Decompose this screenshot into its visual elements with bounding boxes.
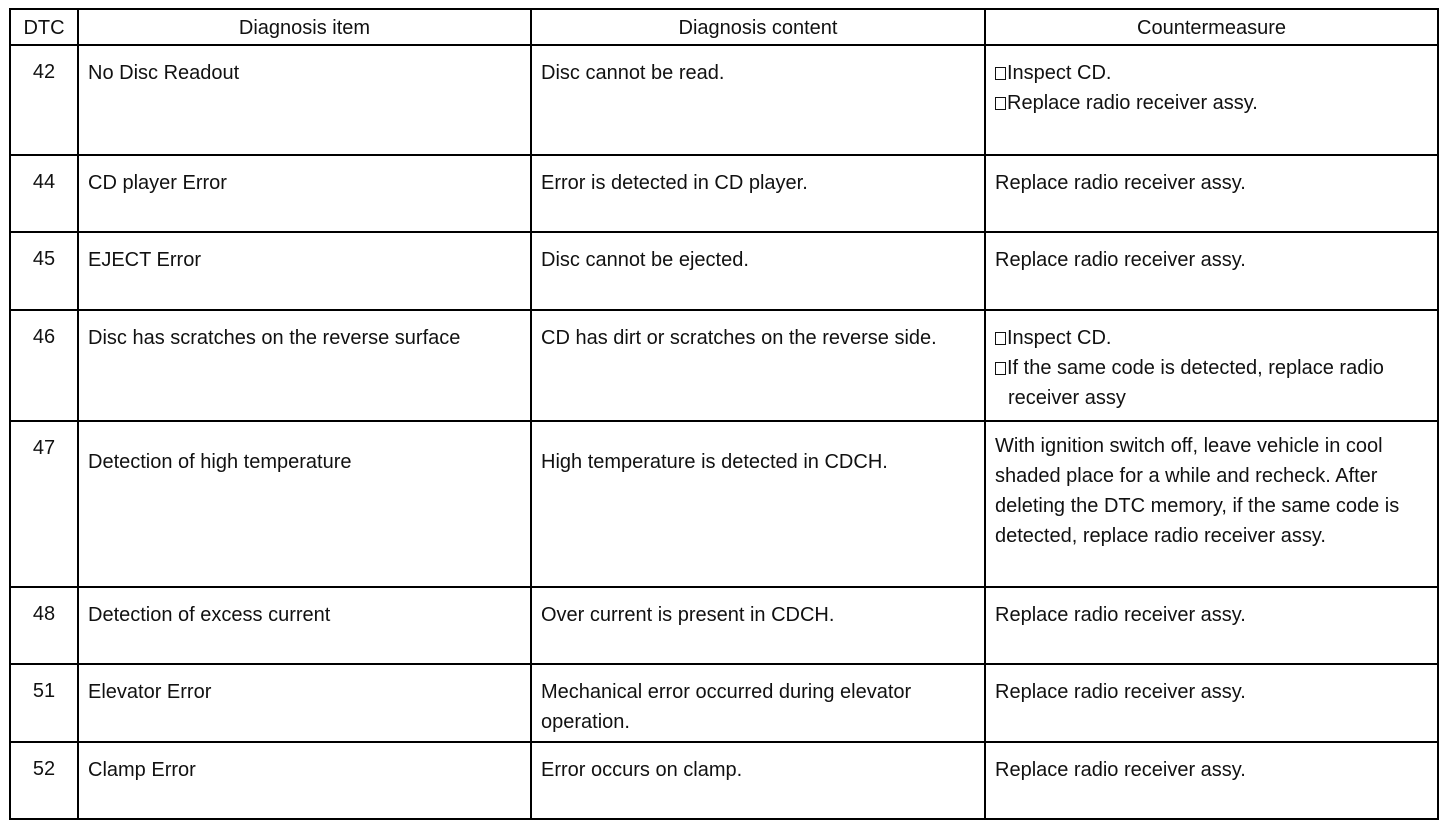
countermeasure-text: Replace radio receiver assy. — [1007, 92, 1258, 114]
dtc-code: 45 — [10, 232, 78, 310]
table-row — [10, 742, 1438, 819]
table-row — [10, 310, 1438, 421]
countermeasure-text: Replace radio receiver assy. — [995, 681, 1246, 703]
countermeasure-text: If the same code is detected, replace radio — [1007, 357, 1384, 379]
checkbox-icon — [995, 67, 1006, 80]
header-diagnosis-content: Diagnosis content — [531, 9, 985, 45]
countermeasure-text: Replace radio receiver assy. — [995, 759, 1246, 781]
dtc-code: 47 — [10, 421, 78, 587]
countermeasure — [985, 310, 1438, 421]
countermeasure-text: Inspect CD. — [1007, 327, 1112, 349]
countermeasure — [985, 232, 1438, 310]
diagnosis-item: Clamp Error — [78, 742, 531, 819]
countermeasure-line — [995, 353, 1427, 383]
checkbox-icon — [995, 332, 1006, 345]
countermeasure-text: receiver assy — [1008, 387, 1126, 409]
dtc-table — [9, 8, 1439, 820]
diagnosis-content: Over current is present in CDCH. — [531, 587, 985, 664]
diagnosis-content: High temperature is detected in CDCH. — [531, 421, 985, 587]
countermeasure — [985, 45, 1438, 155]
diagnosis-content: Error occurs on clamp. — [531, 742, 985, 819]
countermeasure-text: Replace radio receiver assy. — [995, 249, 1246, 271]
countermeasure-text: Replace radio receiver assy. — [995, 604, 1246, 626]
diagnosis-content: Error is detected in CD player. — [531, 155, 985, 232]
table-row — [10, 664, 1438, 742]
countermeasure-line — [995, 58, 1427, 88]
countermeasure-line — [995, 323, 1427, 353]
checkbox-icon — [995, 362, 1006, 375]
countermeasure-text: Inspect CD. — [1007, 62, 1112, 84]
table-row — [10, 232, 1438, 310]
diagnosis-content: Disc cannot be ejected. — [531, 232, 985, 310]
header-row — [10, 9, 1438, 45]
dtc-code: 44 — [10, 155, 78, 232]
diagnosis-item: Elevator Error — [78, 664, 531, 742]
dtc-code: 48 — [10, 587, 78, 664]
countermeasure — [985, 587, 1438, 664]
table-row — [10, 155, 1438, 232]
countermeasure-line — [995, 88, 1427, 118]
countermeasure — [985, 155, 1438, 232]
countermeasure-text: With ignition switch off, leave vehicle in cool shaded place for a while and recheck. After deleting the DTC memory, if the same code is detected, replace radio receiver assy. — [995, 435, 1400, 547]
dtc-code: 46 — [10, 310, 78, 421]
diagnosis-item: Disc has scratches on the reverse surface — [78, 310, 531, 421]
diagnosis-item: EJECT Error — [78, 232, 531, 310]
checkbox-icon — [995, 97, 1006, 110]
diagnosis-content: CD has dirt or scratches on the reverse side. — [531, 310, 985, 421]
countermeasure-text: Replace radio receiver assy. — [995, 172, 1246, 194]
countermeasure — [985, 664, 1438, 742]
header-countermeasure: Countermeasure — [985, 9, 1438, 45]
diagnosis-item: No Disc Readout — [78, 45, 531, 155]
diagnosis-content: Disc cannot be read. — [531, 45, 985, 155]
diagnosis-item: Detection of excess current — [78, 587, 531, 664]
diagnosis-item: CD player Error — [78, 155, 531, 232]
countermeasure — [985, 421, 1438, 587]
diagnosis-item: Detection of high temperature — [78, 421, 531, 587]
table-row — [10, 45, 1438, 155]
header-diagnosis-item: Diagnosis item — [78, 9, 531, 45]
dtc-code: 42 — [10, 45, 78, 155]
table-row — [10, 587, 1438, 664]
countermeasure — [985, 742, 1438, 819]
table-row — [10, 421, 1438, 587]
header-dtc: DTC — [10, 9, 78, 45]
dtc-code: 52 — [10, 742, 78, 819]
diagnosis-content: Mechanical error occurred during elevator operation. — [531, 664, 985, 742]
dtc-code: 51 — [10, 664, 78, 742]
